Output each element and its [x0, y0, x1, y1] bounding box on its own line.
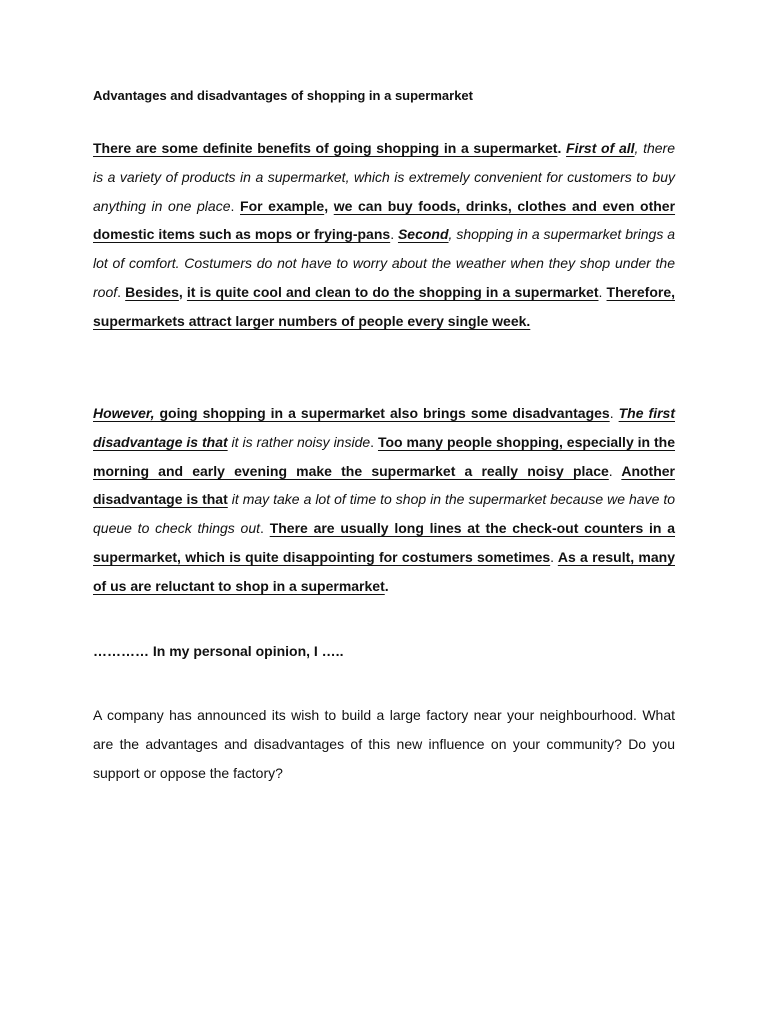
linker-however: However,	[93, 405, 155, 421]
concluding-sentence: As a result, many of us are reluctant to shop in a supermarket	[93, 548, 675, 594]
topic-sentence: There are some definite benefits of going shopping in a supermarket	[93, 140, 558, 156]
supporting-sentence: it may take a lot of time to shop in the supermarket because we have to queue to check things out	[93, 491, 676, 537]
comma: ,	[634, 140, 639, 156]
document-title: Advantages and disadvantages of shopping in a supermarket	[93, 88, 473, 103]
comma: ,	[178, 283, 183, 300]
detail-sentence: it is quite cool and clean to do the shopping in a supermarket	[186, 283, 599, 300]
period: .	[550, 548, 555, 565]
topic-sentence: going shopping in a supermarket also brings some disadvantages	[154, 405, 610, 421]
linker-another-disadvantage: Another disadvantage is that	[93, 462, 675, 508]
linker-first-disadvantage: The first disadvantage is that	[93, 405, 675, 450]
linker-first-of-all: First of all	[566, 140, 635, 156]
period: .	[260, 520, 264, 537]
comma: ,	[448, 226, 453, 243]
task-prompt: A company has announced its wish to build a large factory near your neighbourhood. What are the advantages and disadvantages of this new influence on your community? Do you support or oppose the factory?	[93, 707, 675, 781]
period: .	[557, 140, 562, 156]
linker-second: Second	[397, 226, 449, 243]
period: .	[117, 283, 122, 300]
period: .	[598, 283, 603, 300]
period: .	[609, 405, 614, 421]
detail-sentence: There are usually long lines at the check-out counters in a supermarket, which is quite disappointing for costumers sometimes	[93, 520, 676, 565]
supporting-sentence: there is a variety of products in a supermarket, which is extremely convenient for customers to buy anything in one place	[93, 140, 675, 214]
detail-sentence: Too many people shopping, especially in the morning and early evening make the supermarket a really noisy place	[93, 433, 676, 479]
example-sentence: we can buy foods, drinks, clothes and even other domestic items such as mops or frying-pans	[93, 197, 676, 243]
paragraph-advantages	[93, 134, 675, 336]
period: .	[370, 433, 375, 450]
linker-besides: Besides	[125, 283, 179, 300]
concluding-sentence: Therefore, supermarkets attract larger numbers of people every single week.	[93, 283, 675, 329]
period: .	[230, 197, 235, 214]
comma: ,	[324, 197, 329, 214]
opinion-line: ………… In my personal opinion, I …..	[93, 643, 344, 659]
period: .	[608, 462, 613, 479]
paragraph-disadvantages	[93, 399, 675, 601]
supporting-sentence: it is rather noisy inside	[227, 433, 371, 450]
supporting-sentence: shopping in a supermarket brings a lot of comfort. Costumers do not have to worry about the weather when they shop under the roof	[93, 226, 676, 300]
linker-for-example: For example	[240, 197, 325, 214]
period: .	[390, 226, 395, 243]
period: .	[384, 577, 389, 594]
